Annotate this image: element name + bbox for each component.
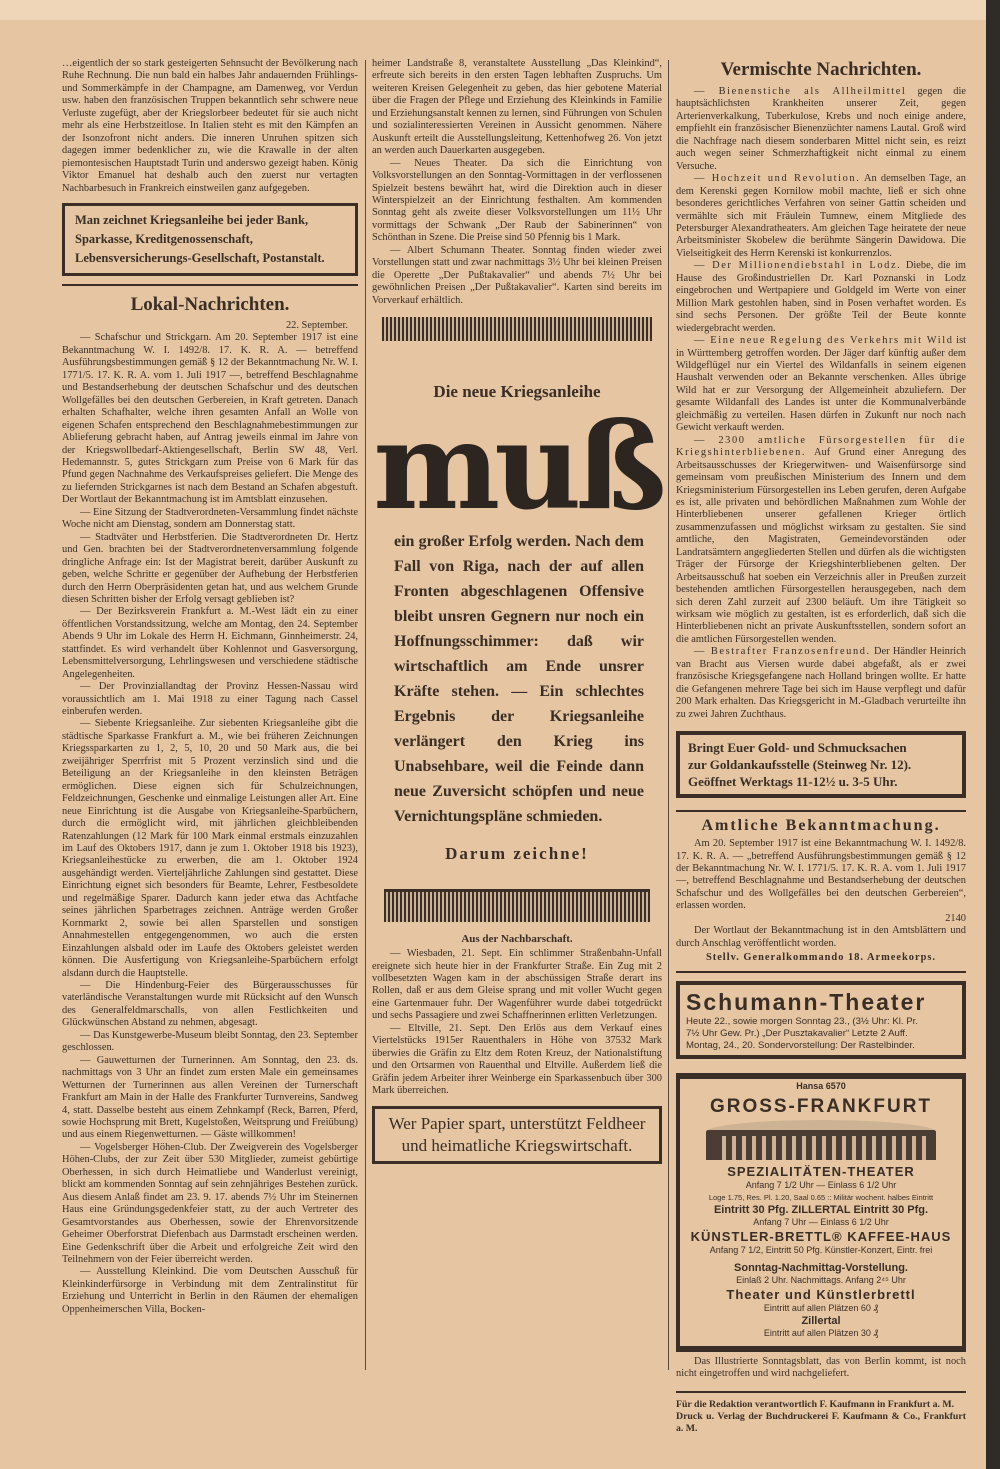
imprint xyxy=(676,1391,966,1436)
gold-ad-line: zur Goldankaufsstelle (Steinweg Nr. 12). xyxy=(688,757,912,773)
page-top-edge xyxy=(0,0,1000,20)
ad-line: Anfang 7 1/2 Uhr — Einlass 6 1/2 Uhr xyxy=(745,1180,897,1191)
article: — Ausstellung Kleinkind. Die vom Deutschen Ausschuß für Kleinkinderfürsorge in Verbindung mit dem Zentralinstitut für Erziehung und Unterricht in Berlin in den Räumen der ehemaligen Oppenheimerschen Villa, Bocken- xyxy=(62,1266,358,1315)
article xyxy=(676,173,966,260)
ad-line: KÜNSTLER-BRETTL® KAFFEE-HAUS xyxy=(690,1228,952,1244)
article: — Die Hindenburg-Feier des Bürgerausschusses für vaterländische Veranstaltungen wurde mit Rücksicht auf den Wunsch des Generalfeldmarschalls, von allen Festlichkeiten und Glückwünschen Abstand zu nehmen, abgesagt. xyxy=(62,980,358,1029)
schumann-line: 7½ Uhr Gew. Pr.) „Der Pusztakavalier“ Letzte 2 Auff. xyxy=(686,1027,908,1039)
ad-title: Die neue Kriegsanleihe xyxy=(433,382,601,402)
building-illustration xyxy=(706,1120,936,1160)
article-text: Der Händler Heinrich van Bracht aus Viersen wurde dabei abgefaßt, als er zwei französische Kriegsgefangene nach Holland bringen wollte. Er hatte die Gefangenen mehrere Tage bei sich im Hause verpflegt und dafür 200 Mark erhalten. Das Kriegsgericht in M.-Gladbach verurteilte ihn zu zwei Jahren Zuchthaus. xyxy=(676,646,966,720)
war-loan-notice-box: Man zeichnet Kriegsanleihe bei jeder Bank, Sparkasse, Kreditgenossenschaft, Lebensversicherungs-Gesellschaft, Postanstalt. xyxy=(62,203,358,276)
official-notice-text: Der Wortlaut der Bekanntmachung ist in den Amtsblättern und durch Anschlag veröffentlicht worden. xyxy=(676,925,966,949)
paper-saving-motto-box: Wer Papier spart, unterstützt Feldheer und heimatliche Kriegswirtschaft. xyxy=(372,1106,662,1164)
schumann-title: Schumann-Theater xyxy=(686,988,927,1015)
article: — Eltville, 21. Sept. Den Erlös aus dem Verkauf eines Viertelstücks 1915er Rauenthalers in Höhe von 37532 Mark überwies die Gräfin zu Eltz dem Roten Kreuz, der Nationalstiftung und den Ortsarmen von Rauenthal und Eltville. Außerdem ließ die Gräfin jedem Arbeiter ihrer Weinberge ein Sparkassenbuch über 300 Mark überreichen. xyxy=(372,1022,662,1097)
notice-number: 2140 xyxy=(945,912,966,924)
dateline: 22. September. xyxy=(285,319,348,331)
article-lead: — 2300 amtliche Fürsorgestellen für die Kriegshinterbliebenen. xyxy=(676,434,966,459)
schumann-theater-ad xyxy=(676,981,966,1059)
ad-line: Anfang 7 1/2, Eintritt 50 Pfg. Künstler-Konzert, Eintr. frei xyxy=(709,1244,933,1255)
article-text: gegen die hauptsächlichsten Krankheiten unserer Zeit, gegen Arterienverkalkung, Tuberkulose, Krebs und noch einige andere, empfiehlt ein französischer Bienenzüchter namens Lautal. Groß wird die Nachfrage nach diesem sonderbaren Mittel nicht sein, es reizt auch wegen seiner Schmerzhaftigkeit nicht einmal zu einem Versuche. xyxy=(676,86,967,172)
column-rule xyxy=(365,60,366,1370)
article xyxy=(676,646,966,721)
neighborhood-heading: Aus der Nachbarschaft. xyxy=(461,933,573,946)
hatched-border xyxy=(384,889,650,922)
article: — Albert Schumann Theater. Sonntag finden wieder zwei Vorstellungen statt und zwar nachmittags 3½ Uhr bei kleinen Preisen die Operette „Der Pußtakavalier“ und abends 7½ Uhr bei gewöhnlichen Preisen „Der Pußtakavalier“. Karten sind bereits im Vorverkauf erhältlich. xyxy=(372,244,662,306)
gold-purchase-ad xyxy=(676,731,966,798)
article: — Der Bezirksverein Frankfurt a. M.-West lädt ein zu einer öffentlichen Vorstandssitzung, welche am Montag, den 24. September Abends 9 Uhr im Lokale des Herrn H. Eichmann, Ginnheimerstr. 24, stattfindet. Es wird verhandelt über Kohlennot und Gasversorgung, Lebensmittelversorgung, Lehrlingswesen und verschiedene städtische Angelegenheiten. xyxy=(62,606,358,680)
notice-signature: Stellv. Generalkommando 18. Armeekorps. xyxy=(676,952,966,972)
column-rule xyxy=(668,60,669,1370)
ad-line: SPEZIALITÄTEN-THEATER xyxy=(727,1164,915,1180)
ad-line: Zillertal xyxy=(801,1315,841,1328)
ad-line: Einlaß 2 Uhr. Nachmittags. Anfang 2⁴⁵ Uhr xyxy=(736,1275,906,1286)
center-column xyxy=(372,58,662,1164)
article: — Stadtväter und Herbstferien. Die Stadtverordneten Dr. Hertz und Gen. brachten bei der Stadtverordnetenversammlung folgende dringliche Anfrage ein: Ist der Magistrat bereit, darüber Auskunft zu geben, welche Schritte er gegenüber der Aufhebung der Herbstferien durch den Herrn Oberpräsidenten getan hat, und aus welchem Grunde diesen Schritten bisher der Erfolg versagt geblieben ist? xyxy=(62,531,358,605)
article-text: Auf Grund einer Anregung des Arbeitsausschusses der Kriegerwitwen- und Waisenfürsorge sind gemeinsam vom preußischen Ministerium des Innern und dem Kriegsministerium Fürsorgestellen ins Leben gerufen, deren Aufgabe es ist, alle privaten und behördlichen Maßnahmen zum Wohle der Hinterbliebenen unserer gefallenen Krieger örtlich zusammenzufassen und möglichst wirksam zu gestalten. Sie sind amtliche, den Magistraten, Gemeindevorständen oder Landratsämtern angegliederten Stellen und dürfen als die wichtigsten Träger der Fürsorge der Kriegshinterbliebenen gelten. Der Arbeitsausschuß hat soeben ein Verzeichnis aller in Preußen zurzeit bestehenden amtlichen Fürsorgestellen herausgegeben, nach dem sich deren Zahl zurzeit auf 2300 beläuft. Um ihre Tätigkeit so wirksam wie möglich zu gestalten, ist es erforderlich, daß sich die Hinterbliebenen nicht an private Auskunftsstellen, sondern sofort an die amtlichen Fürsorgestellen wenden. xyxy=(676,447,966,645)
venue-name: GROSS-FRANKFURT xyxy=(709,1096,933,1118)
ad-line: Loge 1.75, Res. Pl. 1.20, Saal 0.65 :: Militär wochent. halbes Eintritt xyxy=(708,1192,934,1202)
article: — Eine Sitzung der Stadtverordneten-Versammlung findet nächste Woche nicht am Dienstag, sondern am Donnerstag statt. xyxy=(62,506,358,531)
sunday-supplement-note: Das Illustrierte Sonntagsblatt, das von Berlin kommt, ist noch nicht eingetroffen und wird nachgeliefert. xyxy=(676,1350,966,1381)
ad-headline-word: muß xyxy=(373,396,661,538)
imprint-line: Für die Redaktion verantwortlich F. Kaufmann in Frankfurt a. M. xyxy=(676,1398,955,1410)
article xyxy=(676,86,966,173)
hatched-border xyxy=(382,317,652,341)
ad-body: ein großer Erfolg werden. Nach dem Fall von Riga, nach der auf allen Fronten abgeschlagenen Offensive bleibt unsren Gegnern nur noch ein Hoffnungsschimmer: daß wir wirtschaftlich am Ende unsrer Kräfte stehen. — Ein schlechtes Ergebnis der Kriegsanleihe verlängert den Krieg ins Unabsehbare, weil die Feinde dann neue Zuversicht schöpfen und neue Vernichtungspläne schmieden. xyxy=(394,533,644,826)
article: — Siebente Kriegsanleihe. Zur siebenten Kriegsanleihe gibt die städtische Sparkasse Frankfurt a. M., wie bei früheren Zeichnungen Kriegssparkarten zu 1, 2, 5, 10, 20 und 50 Mark aus, die bei zweijähriger Sperrfrist mit 5 Prozent verzinslich sind und die Beteiligung an der Kriegsanleihe in den kleinsten Beträgen ermöglichen. Diese eignen sich für Schulzeichnungen, Feldzeichnungen, Geschenke und einmalige Leistungen aller Art. Eine neue Einrichtung ist die Ausgabe von Kriegsanleihe-Sparbüchern, durch die ermöglicht wird, mit jährlichen gleichbleibenden Ratenzahlungen (12 Mark für 100 Mark einmal erstmals einzuzahlen im Lauf des Oktobers 1917, dann je zum 1. Oktober 1918 bis 1923), Kriegsanleihestücke zu erwerben, die am 1. Oktober 1924 ausgehändigt werden. Vierteljährliche Zahlungen sind gestattet. Diese Einrichtung eignet sich besonders für Beamte, Lehrer, Festbesoldete und regelmäßige Sparer. Dadurch kann jeder etwa das Achtfache seines jährlichen Sparbetrages zeichnen. Anträge werden Großer Kornmarkt 2, sowie bei allen Sparstellen und sonstigen Annahmestellen entgegengenommen, wo auch die ersten Einzahlungen alsbald oder im Laufe des Oktobers geleistet werden können. Die Ausfertigung von Kriegsanleihe-Sparbüchern erfolgt alsdann durch die Hauptstelle. xyxy=(62,718,358,979)
book-binding xyxy=(986,0,1000,1469)
official-notice-text: Am 20. September 1917 ist eine Bekanntmachung W. I. 1492/8. 17. K. R. A. — „betreffend Ausführungsbestimmungen gemäß § 12 der Bekanntmachung Nr. W. I. 1771/5. 17. K. R. A. vom 1. Juli 1917 —, betreffend Beschlagnahme und Bestandserhebung der deutschen Schafschur und des Wollgefälles bei den deutschen Gerbereien“, erlassen worden. xyxy=(676,838,966,912)
schumann-line: Montag, 24., 20. Sondervorstellung: Der Rastelbinder. xyxy=(686,1039,915,1051)
article-lead: — Bienenstiche als Allheilmittel xyxy=(694,86,907,97)
article: — Das Kunstgewerbe-Museum bleibt Sonntag, den 23. September geschlossen. xyxy=(62,1029,358,1054)
gold-ad-line: Geöffnet Werktags 11-12½ u. 3-5 Uhr. xyxy=(688,774,898,790)
right-column xyxy=(676,58,966,1436)
ad-line: Sonntag-Nachmittag-Vorstellung. xyxy=(734,1262,908,1275)
article-lead: — Hochzeit und Revolution. xyxy=(694,173,861,185)
ad-line: Eintritt auf allen Plätzen 30 ₰ xyxy=(763,1328,879,1339)
article-lead: — Eine neue Regelung des Verkehrs mit Wild xyxy=(694,335,954,347)
article: — Wiesbaden, 21. Sept. Ein schlimmer Straßenbahn-Unfall ereignete sich heute hier in der Frankfurter Straße. Ein Zug mit 2 vollbesetzten Wagen kam in der abschüssigen Straße derart ins Rollen, daß er aus dem Gleise sprang und mit voller Wucht gegen eine Gartenmauer fuhr. Der Wagenführer wurde dabei totgedrückt und sechs Passagiere und zwei Schaffnerinnen erlitten Verletzungen. xyxy=(372,948,662,1022)
article-text: ist in Württemberg getroffen worden. Der Jäger darf künftig außer dem Wildgeflügel nur ein Viertel des Wildanfalls in seinem eigenen Haushalt verwenden oder an Bekannte verschenken. Alles übrige Wild hat er zur Versorgung der Allgemeinheit abzuliefern. Der gesamte Wildanfall des Landes ist unter die Kommunalverbände gleichmäßig zu verteilen. Hasen dürfen in Zukunft nur noch nach Gewicht verkauft werden. xyxy=(676,335,967,434)
article-text: Diebe, die im Hause des Großindustriellen Dr. Karl Poznanski in Lodz eingebrochen und Wertpapiere und Goldgeld im Werte von einer Million Mark gestohlen haben, sind in Posen verhaftet worden. Es sind sechs Personen. Der größte Teil der Beute konnte wiedergebracht werden. xyxy=(676,260,966,334)
war-loan-advertisement xyxy=(372,317,662,922)
ad-line: Theater und Künstlerbrettl xyxy=(726,1286,916,1302)
article xyxy=(676,335,966,435)
gold-ad-line: Bringt Euer Gold- und Schmucksachen xyxy=(688,740,907,756)
article-lead: — Bestrafter Franzosenfreund. xyxy=(694,646,871,658)
article-lead: — Der Millionendiebstahl in Lodz. xyxy=(694,260,902,272)
article: heimer Landstraße 8, veranstaltete Ausstellung „Das Kleinkind“, erfreute sich bereits in den ersten Tagen lebhaften Zuspruchs. Um weiteren Kreisen Gelegenheit zu geben, das hier gebotene Material über die Fragen der Pflege und Erziehung des Kleinkinds in Familie und Erziehungsanstalt kennen zu lernen, sind Führungen von Schulen und sozialinteressierten Vereinen in Aussicht genommen. Nähere Auskunft erteilt die Ausstellungsleitung, Kettenhofweg 26. Von jetzt an werden auch Dauerkarten ausgegeben. xyxy=(372,58,663,157)
article: — Neues Theater. Da sich die Einrichtung von Volksvorstellungen an den Sonntag-Vormittagen in der verflossenen Spielzeit bestens bewährt hat, wird die Direktion auch in dieser Winterspielzeit an der Einrichtung festhalten. Am kommenden Sonntag geht als zweite dieser Volksvorstellungen um 11½ Uhr vormittags der Schwank „Der Raub der Sabinerinnen“ von Schönthan in Szene. Die Preise sind 50 Pfennig bis 1 Mark. xyxy=(372,157,662,244)
schumann-line: Heute 22., sowie morgen Sonntag 23., (3½ Uhr: Kl. Pr. xyxy=(686,1015,918,1027)
neighborhood-section xyxy=(372,932,662,1163)
local-news-heading: Lokal-Nachrichten. xyxy=(62,284,358,318)
ad-line: Eintritt 30 Pfg. ZILLERTAL Eintritt 30 Pfg. xyxy=(713,1204,929,1217)
phone-number: Hansa 6570 xyxy=(796,1080,846,1091)
left-column xyxy=(62,58,358,1316)
article: — Schafschur und Strickgarn. Am 20. September 1917 ist eine Bekanntmachung W. I. 1492/8. 17. K. R. A. — betreffend Ausführungsbestimmungen gemäß § 12 der Bekanntmachung Nr. W. I. 1771/5. 17. K. R. A. vom 1. Juli 1917 —, betreffend Beschlagnahme und Bestandserhebung der deutschen Schafschur und des deutschen Wollgefälles bei den deutschen Gerbereien, in Kraft getreten. Danach erhalten Schafhalter, welche ihren gesamten Anfall an Wolle von eigenen Schafen entsprechend den Beschlagnahmebestimmungen zur Ablieferung gebracht haben, auf Antrag jeweils einmal im Jahre von der Kriegswollbedarf-Aktiengesellschaft, Berlin SW 48, Verl. Hedemannstr. 5, gutes Strickgarn zum Preise von 6 Mark für das Pfund gegen Nachnahme des Verkaufspreises geliefert. Die Menge des zu liefernden Strickgarnes ist nach dem Bestand an Schafen abgestuft. Der Wortlaut der Bekanntmachung ist im Amtsblatt einzusehen. xyxy=(62,332,358,506)
ad-call-to-action: Darum zeichne! xyxy=(445,844,589,864)
official-notice-heading: Amtliche Bekanntmachung. xyxy=(676,810,966,836)
article: — Vogelsberger Höhen-Club. Der Zweigverein des Vogelsberger Höhen-Clubs, der zur Zeit über 530 Mitglieder, zumeist gebürtige Oberhessen, in sich durch Heimatliebe und Wanderlust vereinigt, blickt am kommenden Sonntag auf sein zehnjähriges Bestehen zurück. Aus diesem Anlaß findet am 23. 9. 17. abends 7½ Uhr im Steinernen Haus eine Gründungsgedenkfeier statt, zu der auch Vertreter des Gesamtvorstandes aus Oberhessen, sowie der Ehrenvorsitzende Geheimer Oberforstrat Diefenbach aus Darmstadt erscheinen werden. Eine Gedenkschrift über die Arbeit und erfolgreiche Zeit wird den Teilnehmern von der Feier überreicht werden. xyxy=(62,1141,358,1265)
article-text: An demselben Tage, an dem Kerenski gegen Kornilow mobil machte, ließ er sich ohne besonderes gerichtliches Verfahren von seiner Gattin scheiden und vermählte sich mit Fräulein Tumnew, einem Mitgliede des Petersburger Alexandratheaters. Am gleichen Tage heiratete der neue Arbeitsminister Skobelew die berühmte Sängerin Dawidowa. Die Vielseitigkeit des Herrn Kerenski ist konkurrenzlos. xyxy=(676,173,966,259)
article xyxy=(676,435,966,647)
ad-line: Anfang 7 Uhr — Einlass 6 1/2 Uhr xyxy=(753,1217,889,1228)
misc-news-heading: Vermischte Nachrichten. xyxy=(720,59,922,80)
gross-frankfurt-ad xyxy=(676,1073,966,1350)
article: — Gauwetturnen der Turnerinnen. Am Sonntag, den 23. ds. nachmittags von 3 Uhr an findet zum ersten Male ein gemeinsames Wetturnen der Turnerinnen aus allen Vereinen der Turnerschaft Frankfurt am Main in der Halle des Frankfurter Turnvereins, Sandweg 4, statt. Dasselbe besteht aus einem Zehnkampf (Reck, Barren, Pferd, sowie Hochsprung mit Brett, Kugelstoßen, Weitsprung und Freiübung) und aus einem Riegenwetturnen. — Gäste willkommen! xyxy=(62,1054,358,1141)
article-continuation: …eigentlich der so stark gesteigerten Sehnsucht der Bevölkerung nach Ruhe Rechnung. Die nun bald ein halbes Jahr andauernden Frühlings- und Sommerkämpfe in der Champagne, am Damenweg, vor Verdun usw. haben den französischen Truppen bekanntlich sehr schwere neue Verluste zugefügt, aber der Kriegslorbeer bedeutet für sie auch nicht mehr als eine Herbstzeitlose. In Italien steht es mit den Kämpfen an der Isonzofront nicht anders. Die inneren Unruhen spitzen sich dagegen immer bedenklicher zu, wie die Krawalle in der alten piemontesischen Hauptstadt Turin und anderswo gezeigt haben. König Viktor Emanuel hat deshalb auch den zuerst nur vertagten Nachbarbesuch in Frankreich einstweilen ganz aufgegeben. xyxy=(62,58,358,194)
imprint-line: Druck u. Verlag der Buchdruckerei F. Kaufmann & Co., Frankfurt a. M. xyxy=(676,1411,966,1435)
ad-line: Eintritt auf allen Plätzen 60 ₰ xyxy=(763,1302,879,1313)
article: — Der Provinziallandtag der Provinz Hessen-Nassau wird voraussichtlich am 1. Mai 1918 zu einer Tagung nach Cassel einberufen werden. xyxy=(62,681,358,718)
article xyxy=(676,260,966,335)
